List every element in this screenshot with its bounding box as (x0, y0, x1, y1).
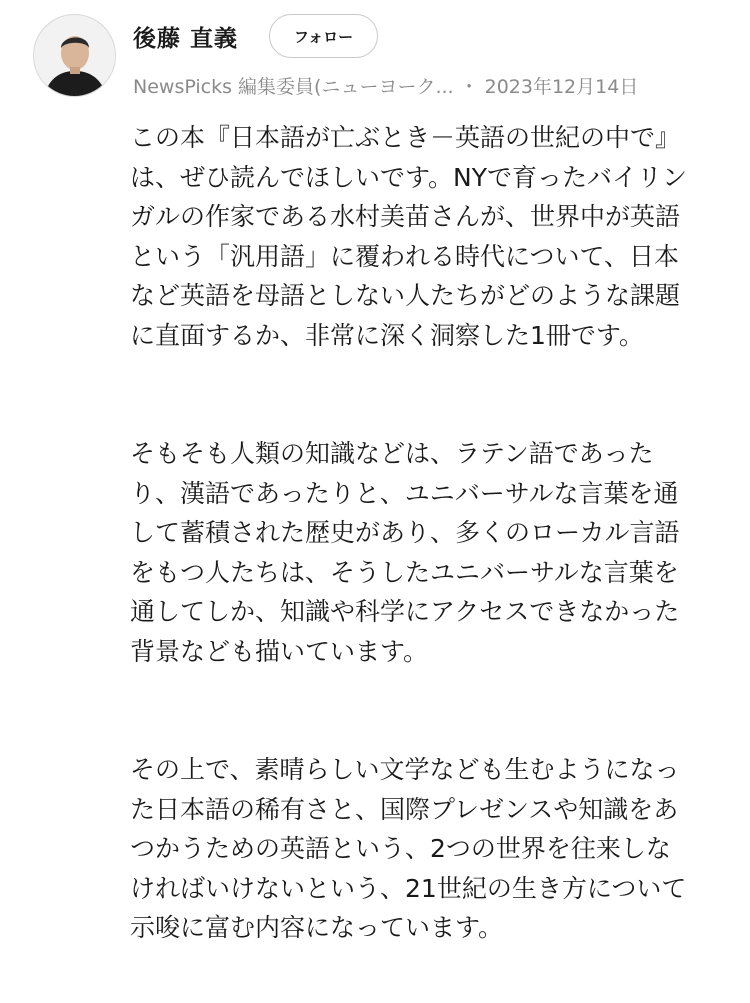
comment-date: 2023年12月14日 (484, 76, 639, 98)
comment-line: は、ぜひ読んでほしいです。NYで育ったバイリン (130, 162, 687, 192)
comment-paragraph (130, 750, 730, 948)
comment-paragraph (130, 434, 730, 671)
comment-line: 示唆に富む内容になっています。 (130, 913, 504, 942)
comment-line: この本『日本語が亡ぶとき－英語の世紀の中で』 (130, 123, 681, 152)
comment-line: ガルの作家である水村美苗さんが、世界中が英語 (130, 202, 681, 231)
comment-line: という「汎用語」に覆われる時代について、日本 (130, 241, 680, 271)
follow-button[interactable]: フォロー (269, 14, 378, 58)
author-title: NewsPicks 編集委員(ニューヨーク... (133, 76, 454, 98)
comment-line: をもつ人たちは、そうしたユニバーサルな言葉を (130, 557, 679, 587)
comment-line: り、漢語であったりと、ユニバーサルな言葉を通 (130, 478, 679, 508)
comment-line: つかうための英語という、2つの世界を往来しな (130, 834, 671, 863)
comment-header (0, 0, 750, 110)
comment-line: して蓄積された歴史があり、多くのローカル言語 (130, 518, 680, 547)
comment-body (130, 118, 730, 948)
comment-paragraph (130, 118, 730, 355)
author-name[interactable]: 後藤 直義 (133, 26, 239, 52)
comment-line: 背景なども描いています。 (130, 636, 429, 666)
comment-line: そもそも人類の知識などは、ラテン語であった (130, 439, 654, 468)
comment-line: た日本語の稀有さと、国際プレゼンスや知識をあ (130, 794, 679, 824)
author-meta (133, 72, 638, 99)
comment-line: など英語を母語としない人たちがどのような課題 (130, 281, 681, 310)
avatar[interactable] (33, 14, 116, 97)
comment-line: その上で、素晴らしい文学なども生むようになっ (130, 755, 680, 784)
comment-line: に直面するか、非常に深く洞察した1冊です。 (130, 320, 644, 350)
meta-separator: ・ (459, 76, 479, 98)
comment-line: ければいけないという、21世紀の生き方について (130, 873, 687, 903)
avatar-image (34, 15, 116, 97)
comment-line: 通してしか、知識や科学にアクセスできなかった (130, 597, 680, 626)
